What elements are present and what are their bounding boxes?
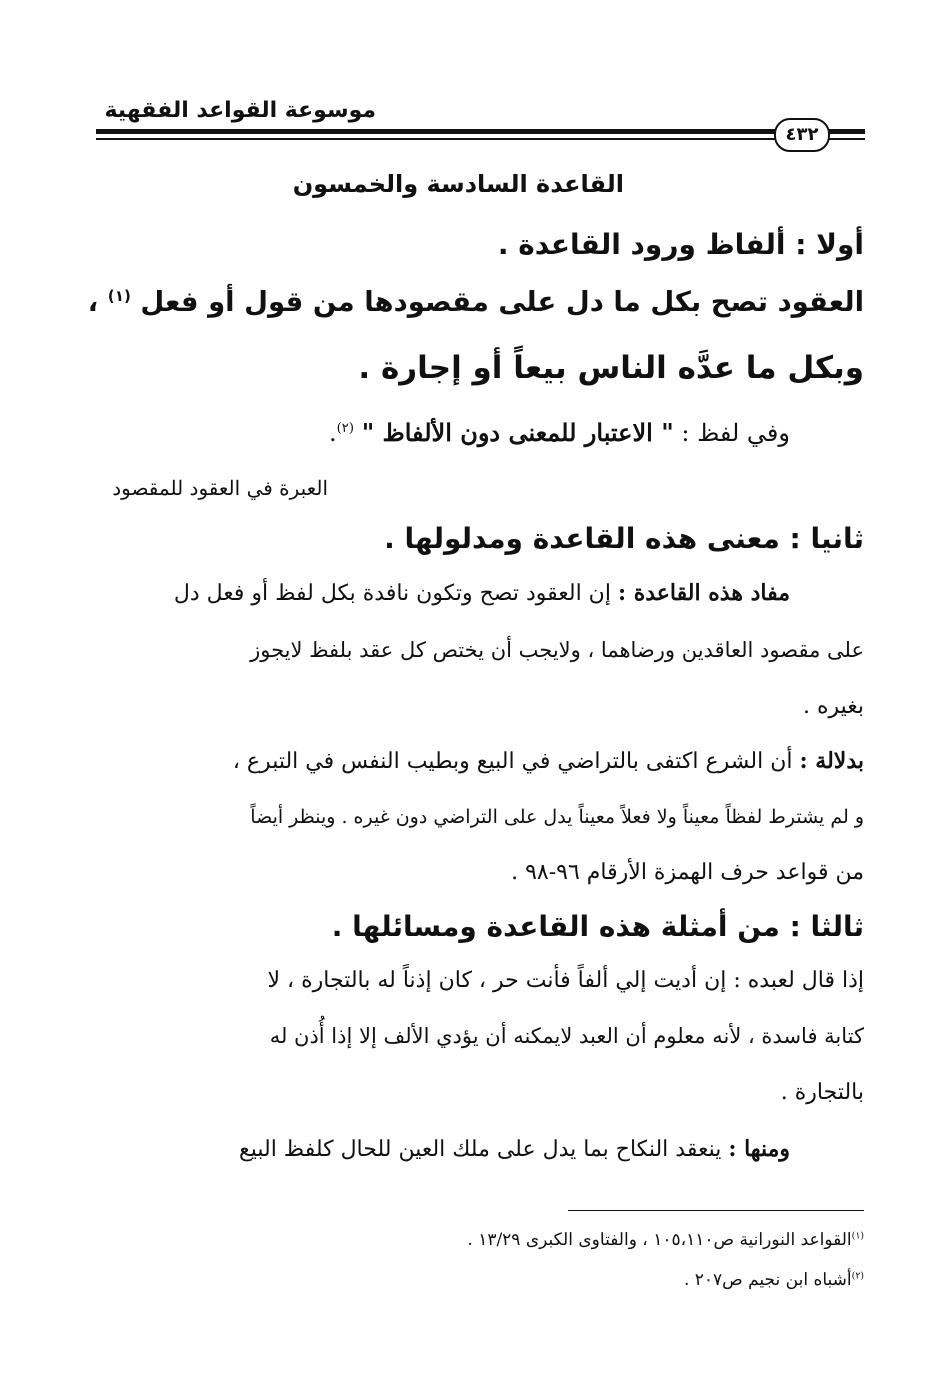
- paragraph-text: ينعقد النكاح بما يدل على ملك العين للحال كلفظ البيع: [239, 1137, 729, 1162]
- paragraph-line: بغيره .: [802, 694, 864, 719]
- rule-title: القاعدة السادسة والخمسون: [292, 170, 624, 198]
- header-rule-thick: [96, 129, 865, 134]
- book-title: موسوعة القواعد الفقهية: [104, 98, 376, 123]
- paragraph-text: إن العقود تصح وتكون نافدة بكل لفظ أو فعل دل: [173, 581, 618, 606]
- punctuation: ،: [87, 286, 99, 318]
- paragraph-line: من قواعد حرف الهمزة الأرقام ٩٦-٩٨ .: [511, 860, 864, 885]
- rule-statement-line: وبكل ما عدَّه الناس بيعاً أو إجارة .: [358, 350, 864, 386]
- footnote-separator: [568, 1210, 864, 1211]
- paragraph-lead: بدلالة :: [799, 748, 864, 774]
- paragraph-line: كتابة فاسدة ، لأنه معلوم أن العبد لايمكنه أن يؤدي الألف إلا إذا أُذن له: [269, 1024, 864, 1048]
- punctuation: .: [329, 419, 337, 447]
- paragraph-line: و لم يشترط لفظاً معيناً ولا فعلاً معيناً يدل على التراضي دون غيره . وينظر أيضاً: [250, 806, 864, 828]
- header-rule-thin: [96, 138, 865, 140]
- footnote-marker: (٢): [851, 1270, 864, 1282]
- paragraph-line: على مقصود العاقدين ورضاهما ، ولايجب أن يختص كل عقد بلفظ لايجوز: [250, 638, 864, 662]
- paragraph-line: [233, 748, 864, 774]
- paragraph-lead: ومنها :: [728, 1136, 790, 1162]
- paragraph-text: أن الشرع اكتفى بالتراضي في البيع وبطيب النفس في التبرع ،: [232, 749, 800, 774]
- footnote-ref-1: (١): [107, 286, 131, 305]
- footnote-text: أشباه ابن نجيم ص٢٠٧ .: [683, 1270, 852, 1290]
- footnote-marker: (١): [851, 1230, 864, 1242]
- paragraph-line: [174, 580, 790, 606]
- alternate-wording: [329, 418, 790, 447]
- paragraph-line: إذا قال لعبده : إن أديت إلي ألفاً فأنت حر ، كان إذناً له بالتجارة ، لا: [267, 968, 864, 993]
- section-heading-examples: ثالثا : من أمثلة هذه القاعدة ومسائلها .: [331, 910, 864, 943]
- footnote: [467, 1230, 864, 1250]
- footnote-ref-2: (٢): [336, 421, 355, 436]
- rule-statement-line: [88, 286, 864, 318]
- rule-statement-text: العقود تصح بكل ما دل على مقصودها من قول أو فعل: [140, 286, 864, 318]
- section-heading-wording: أولا : ألفاظ ورود القاعدة .: [497, 228, 864, 261]
- alternate-wording-prefix: وفي لفظ :: [673, 419, 790, 447]
- section-heading-meaning: ثانيا : معنى هذه القاعدة ومدلولها .: [384, 522, 864, 555]
- side-note: العبرة في العقود للمقصود: [112, 476, 328, 500]
- footnote-text: القواعد النورانية ص١٠٥،١١٠ ، والفتاوى الكبرى ١٣/٢٩ .: [467, 1230, 852, 1250]
- paragraph-line: بالتجارة .: [780, 1080, 864, 1105]
- footnote: [684, 1270, 864, 1290]
- paragraph-line: [239, 1136, 790, 1162]
- page-number: ٤٣٢: [774, 118, 830, 152]
- paragraph-lead: مفاد هذه القاعدة :: [617, 580, 790, 606]
- alternate-wording-text: " الاعتبار للمعنى دون الألفاظ ": [361, 418, 674, 447]
